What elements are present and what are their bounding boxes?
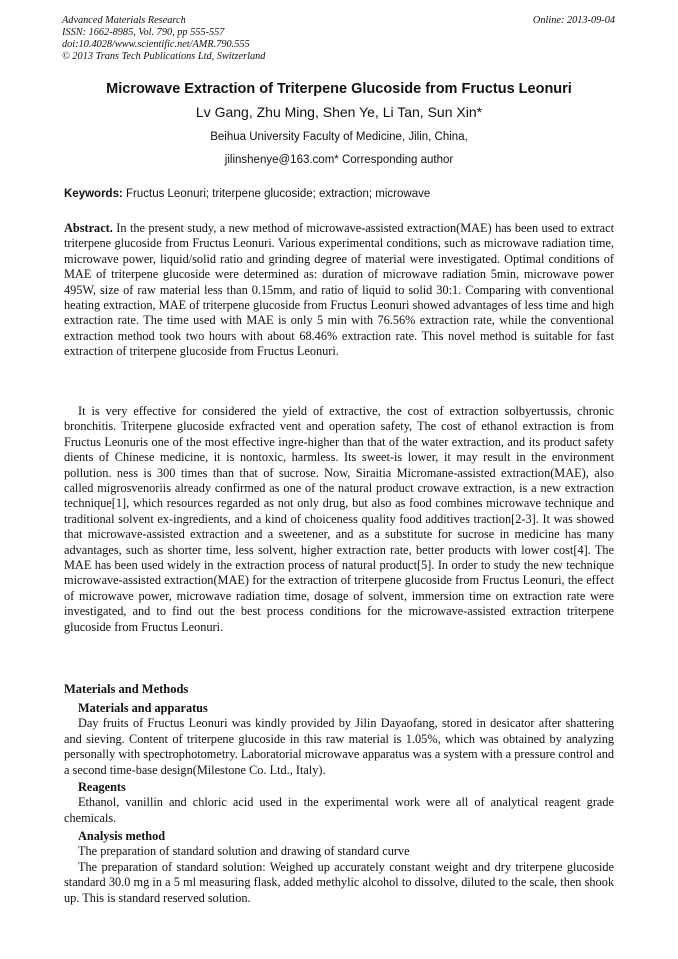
- issn-line: ISSN: 1662-8985, Vol. 790, pp 555-557: [62, 27, 225, 38]
- keywords: [64, 187, 430, 201]
- journal-header: [62, 15, 265, 63]
- analysis-line: The preparation of standard solution and drawing of standard curve: [78, 844, 410, 859]
- abstract-label: Abstract.: [64, 221, 113, 235]
- online-date: Online: 2013-09-04: [532, 15, 615, 26]
- subsection-materials: [64, 701, 614, 778]
- analysis-text: The preparation of standard solution: Weighed up accurately constant weight and dry triterpene glucoside standard 30.0 mg in a 5 ml measuring flask, added methylic alcohol to dissolve, diluted to the scale, then shook up. This is standard reserved solution.: [64, 859, 614, 905]
- keywords-text: Fructus Leonuri; triterpene glucoside; extraction; microwave: [126, 188, 431, 200]
- author-list: Lv Gang, Zhu Ming, Shen Ye, Li Tan, Sun Xin*: [195, 104, 483, 120]
- abstract-text: In the present study, a new method of microwave-assisted extraction(MAE) has been used to extract triterpene glucoside from Fructus Leonuri. Various experimental conditions, such as microwave radiation time, microwave power, liquid/solid ratio and grinding degree of material were investigated. Optimal conditions of MAE of triterpene glucoside were determined as: duration of microwave radiation 5min, microwave power 495W, size of raw material less than 0.15mm, and ratio of liquid to solid 30:1. Comparing with conventional heating extraction, MAE of triterpene glucoside from Fructus Leonuri showed advantages of less time and high extraction rate. The time used with MAE is only 5 min with 76.56% extraction rate, while the conventional extraction method took two hours with about 68.46% extraction rate. This novel method is suitable for fast extraction of triterpene glucoside from Fructus Leonuri.: [64, 221, 614, 359]
- keywords-label: Keywords:: [64, 188, 123, 200]
- reagents-text: Ethanol, vanillin and chloric acid used in the experimental work were all of analytical reagent grade chemicals.: [64, 795, 614, 825]
- subsection-reagents: [64, 780, 614, 826]
- affiliation: Beihua University Faculty of Medicine, Jilin, China,: [210, 131, 468, 143]
- subsection-heading-reagents: Reagents: [78, 780, 126, 794]
- corresponding-email: jilinshenye@163.com* Corresponding author: [224, 154, 454, 166]
- section-heading-materials-methods: Materials and Methods: [64, 682, 189, 696]
- journal-name: Advanced Materials Research: [62, 15, 186, 26]
- introduction-paragraph: It is very effective for considered the yield of extractive, the cost of extraction solbyertussis, chronic bronchitis. Triterpene glucoside exfracted vent and operation safety, The cost of ethanol extraction is from Fructus Leonuris one of the most effective ingre-higher than that of the water extraction, and its product safety dients of Chinese medicine, it is nontoxic, harmless. Its sweet-is lower, it may result in the environment pollution. ness is 300 times than that of sucrose. Now, Siraitia Micromane-assisted extraction(MAE), also called migrosvenoriis already confirmed as one of the natural product crowave extraction, is a new extraction technique[1], which resources regarded as not only drug, but also as food combines microwave technique and traditional solvent ex-ingredients, and a kind of choiceness quality food additives traction[2-3]. It was showed that microwave-assisted extraction and a sweetener, and as a substitute for sucrose in medicine has many advantages, such as shorter time, less solvent, higher extraction rate, better products with lower cost[4]. The MAE has been used widely in the extraction process of natural product[5]. In order to study the new technique microwave-assisted extraction(MAE) for the extraction of triterpene glucoside from Fructus Leonuri, the effect of microwave power, microwave radiation time, dosage of solvent, immersion time on extraction rate were investigated, and to find out the best process conditions for the microwave-assisted extraction triterpene glucoside from Fructus Leonuri.: [64, 404, 614, 634]
- subsection-heading-materials: Materials and apparatus: [78, 701, 208, 715]
- subsection-heading-analysis: Analysis method: [78, 829, 166, 843]
- doi-line: doi:10.4028/www.scientific.net/AMR.790.555: [62, 39, 250, 50]
- copyright-line: © 2013 Trans Tech Publications Ltd, Switzerland: [62, 51, 266, 62]
- paper-title: Microwave Extraction of Triterpene Glucoside from Fructus Leonuri: [106, 81, 572, 97]
- abstract: [64, 221, 614, 360]
- materials-text: Day fruits of Fructus Leonuri was kindly provided by Jilin Dayaofang, stored in desicator after shattering and sieving. Content of triterpene glucoside in this raw material is 1.05%, which was obtained by analyzing personally with spectrophotometry. Laboratorial microwave apparatus was a system with a pressure control and a second time-base design(Milestone Co. Ltd., Italy).: [64, 716, 614, 777]
- subsection-analysis: [64, 829, 614, 906]
